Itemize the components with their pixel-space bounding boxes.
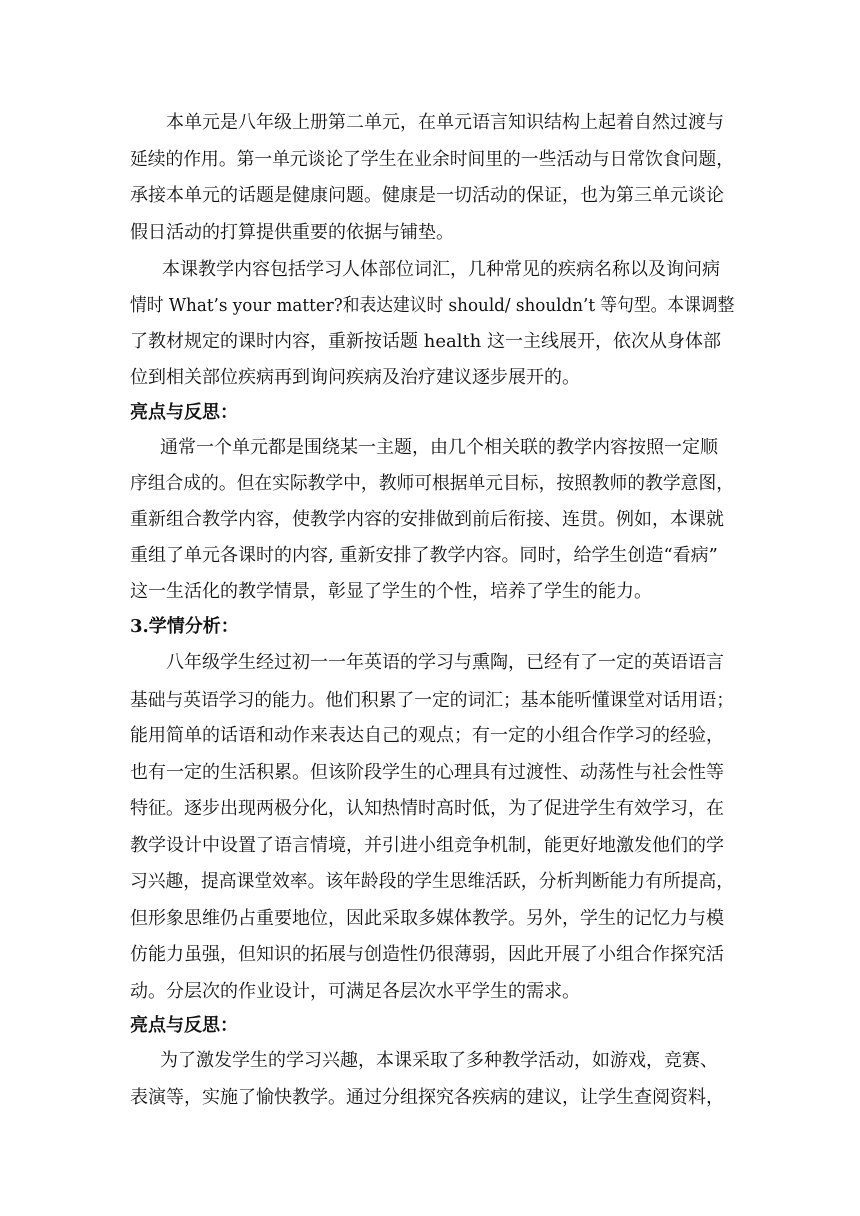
text-line [0, 577, 860, 607]
section-heading [0, 612, 860, 642]
text-line-content: 通常一个单元都是围绕某一主题，由几个相关联的教学内容按照一定顺 [160, 437, 718, 458]
text-line [0, 108, 860, 138]
text-line-content: 情时 What’s your matter?和表达建议时 should/ shouldn’t 等句型。本课调整 [130, 295, 735, 316]
text-line-content: 仿能力虽强，但知识的拓展与创造性仍很薄弱，因此开展了小组合作探究活 [130, 944, 724, 965]
text-line [0, 469, 860, 499]
text-line-content: 假日活动的打算提供重要的依据与铺垫。 [130, 222, 454, 243]
text-line-content: 但形象思维仍占重要地位，因此采取多媒体教学。另外，学生的记忆力与模 [130, 908, 724, 929]
text-line-content: 为了激发学生的学习兴趣，本课采取了多种教学活动，如游戏，竞赛、 [160, 1050, 718, 1071]
text-line-content: 了教材规定的课时内容，重新按话题 health 这一主线展开，依次从身体部 [130, 331, 721, 352]
section-heading [0, 398, 860, 428]
text-line-content: 重新组合教学内容，使教学内容的安排做到前后衔接、连贯。例如，本课就 [130, 509, 724, 530]
text-line [0, 648, 860, 678]
text-line [0, 363, 860, 393]
text-line [0, 541, 860, 571]
text-line-content: 特征。逐步出现两极分化，认知热情时高时低，为了促进学生有效学习，在 [130, 798, 724, 819]
text-line-content: 本课教学内容包括学习人体部位词汇，几种常见的疾病名称以及询问病 [162, 259, 720, 280]
section-heading-text: 亮点与反思： [130, 402, 238, 423]
text-line [0, 433, 860, 463]
text-line-content: 本单元是八年级上册第二单元，在单元语言知识结构上起着自然过渡与 [166, 112, 724, 133]
text-line [0, 1046, 860, 1076]
text-line-content: 承接本单元的话题是健康问题。健康是一切活动的保证，也为第三单元谈论 [130, 185, 724, 206]
section-heading-text: 亮点与反思： [130, 1015, 238, 1036]
text-line [0, 181, 860, 211]
text-line-content: 也有一定的生活积累。但该阶段学生的心理具有过渡性、动荡性与社会性等 [130, 762, 724, 783]
text-line [0, 291, 860, 321]
text-line-content: 动。分层次的作业设计，可满足各层次水平学生的需求。 [130, 981, 580, 1002]
text-line [0, 904, 860, 934]
text-line-content: 重组了单元各课时的内容, 重新安排了教学内容。同时，给学生创造“看病” [130, 545, 718, 566]
section-heading [0, 1011, 860, 1041]
text-line-content: 基础与英语学习的能力。他们积累了一定的词汇；基本能听懂课堂对话用语； [130, 690, 734, 711]
text-line [0, 977, 860, 1007]
text-line-content: 八年级学生经过初一一年英语的学习与熏陶，已经有了一定的英语语言 [166, 652, 724, 673]
text-line-content: 表演等，实施了愉快教学。通过分组探究各疾病的建议，让学生查阅资料， [130, 1087, 724, 1108]
text-line [0, 831, 860, 861]
text-line-content: 能用简单的话语和动作来表达自己的观点；有一定的小组合作学习的经验， [130, 725, 724, 746]
text-line-content: 延续的作用。第一单元谈论了学生在业余时间里的一些活动与日常饮食问题， [130, 149, 734, 170]
text-line [0, 255, 860, 285]
text-line-content: 位到相关部位疾病再到询问疾病及治疗建议逐步展开的。 [130, 367, 580, 388]
text-line [0, 867, 860, 897]
text-line [0, 218, 860, 248]
text-line-content: 教学设计中设置了语言情境，并引进小组竞争机制，能更好地激发他们的学 [130, 835, 724, 856]
text-line [0, 758, 860, 788]
text-line [0, 145, 860, 175]
text-line [0, 794, 860, 824]
text-line [0, 686, 860, 716]
text-line [0, 327, 860, 357]
text-line [0, 721, 860, 751]
text-line-content: 习兴趣，提高课堂效率。该年龄段的学生思维活跃，分析判断能力有所提高， [130, 871, 734, 892]
text-line [0, 940, 860, 970]
text-line [0, 1083, 860, 1113]
text-line [0, 505, 860, 535]
text-line-content: 序组合成的。但在实际教学中，教师可根据单元目标，按照教师的教学意图， [130, 473, 734, 494]
section-heading-text: 3.学情分析： [130, 616, 239, 637]
text-line-content: 这一生活化的教学情景，彰显了学生的个性，培养了学生的能力。 [130, 581, 652, 602]
